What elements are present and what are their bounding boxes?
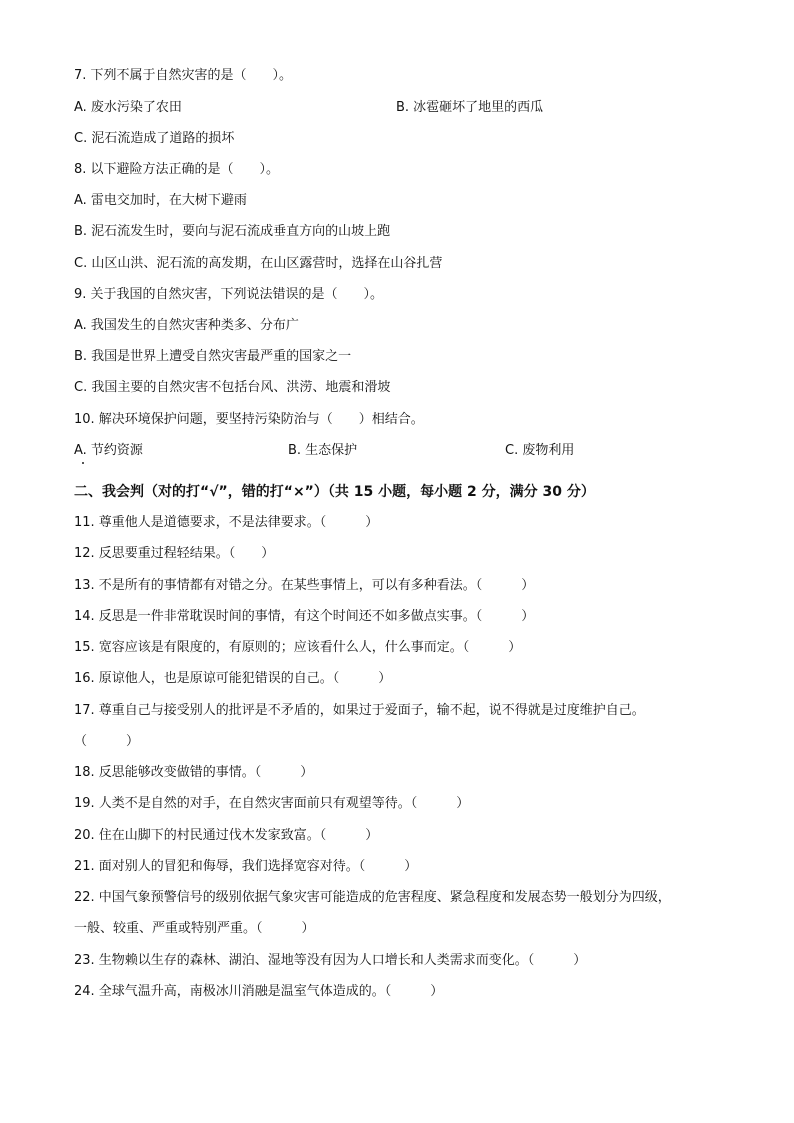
judge-item-20: 20. 住在山脚下的村民通过伐木发家致富。（ ） (74, 828, 379, 843)
judge-item-23: 23. 生物赖以生存的森林、湖泊、湿地等没有因为人口增长和人类需求而变化。（ ） (74, 953, 587, 968)
judge-item-18: 18. 反思能够改变做错的事情。（ ） (74, 765, 314, 780)
question-7-option-c: C. 泥石流造成了道路的损坏 (74, 131, 235, 146)
question-9-stem: 9. 关于我国的自然灾害，下列说法错误的是（ ）。 (74, 287, 384, 302)
question-7-option-b: B. 冰雹砸坏了地里的西瓜 (396, 100, 544, 115)
judge-item-11: 11. 尊重他人是道德要求，不是法律要求。（ ） (74, 515, 379, 530)
question-9-option-b: B. 我国是世界上遭受自然灾害最严重的国家之一 (74, 349, 352, 364)
question-10-option-b: B. 生态保护 (288, 443, 358, 458)
judge-item-22-cont: 一般、较重、严重或特别严重。（ ） (74, 921, 315, 936)
judge-item-14: 14. 反思是一件非常耽误时间的事情，有这个时间还不如多做点实事。（ ） (74, 609, 535, 624)
question-9-option-a: A. 我国发生的自然灾害种类多、分布广 (74, 318, 299, 333)
judge-item-19: 19. 人类不是自然的对手，在自然灾害面前只有观望等待。（ ） (74, 796, 470, 811)
judge-item-16: 16. 原谅他人，也是原谅可能犯错误的自己。（ ） (74, 671, 392, 686)
judge-item-17-answer: （ ） (74, 734, 140, 749)
question-9-option-c: C. 我国主要的自然灾害不包括台风、洪涝、地震和滑坡 (74, 380, 391, 395)
question-8-option-a: A. 雷电交加时，在大树下避雨 (74, 193, 247, 208)
judge-item-21: 21. 面对别人的冒犯和侮辱，我们选择宽容对待。（ ） (74, 859, 418, 874)
question-7-option-a: A. 废水污染了农田 (74, 100, 182, 115)
judge-item-12: 12. 反思要重过程轻结果。（ ） (74, 546, 275, 561)
section-2-heading: 二、我会判（对的打“√”，错的打“×”）（共 15 小题，每小题 2 分，满分 30 分） (74, 484, 595, 500)
judge-item-13: 13. 不是所有的事情都有对错之分。在某些事情上，可以有多种看法。（ ） (74, 578, 535, 593)
judge-item-22: 22. 中国气象预警信号的级别依据气象灾害可能造成的危害程度、紧急程度和发展态势一般划分为四级， (74, 890, 671, 905)
question-10-stem: 10. 解决环境保护问题，要坚持污染防治与（ ）相结合。 (74, 412, 424, 427)
judge-item-15: 15. 宽容应该是有限度的，有原则的；应该看什么人，什么事而定。（ ） (74, 640, 522, 655)
question-10-option-c: C. 废物利用 (505, 443, 575, 458)
question-8-option-b: B. 泥石流发生时，要向与泥石流成垂直方向的山坡上跑 (74, 224, 391, 239)
judge-item-24: 24. 全球气温升高，南极冰川消融是温室气体造成的。（ ） (74, 984, 444, 999)
stray-mark (82, 462, 84, 464)
question-8-option-c: C. 山区山洪、泥石流的高发期，在山区露营时，选择在山谷扎营 (74, 256, 443, 271)
question-7-stem: 7. 下列不属于自然灾害的是（ ）。 (74, 68, 293, 83)
judge-item-17: 17. 尊重自己与接受别人的批评是不矛盾的，如果过于爱面子，输不起，说不得就是过度维护自己。 (74, 703, 645, 718)
question-10-option-a: A. 节约资源 (74, 443, 143, 458)
question-8-stem: 8. 以下避险方法正确的是（ ）。 (74, 162, 280, 177)
